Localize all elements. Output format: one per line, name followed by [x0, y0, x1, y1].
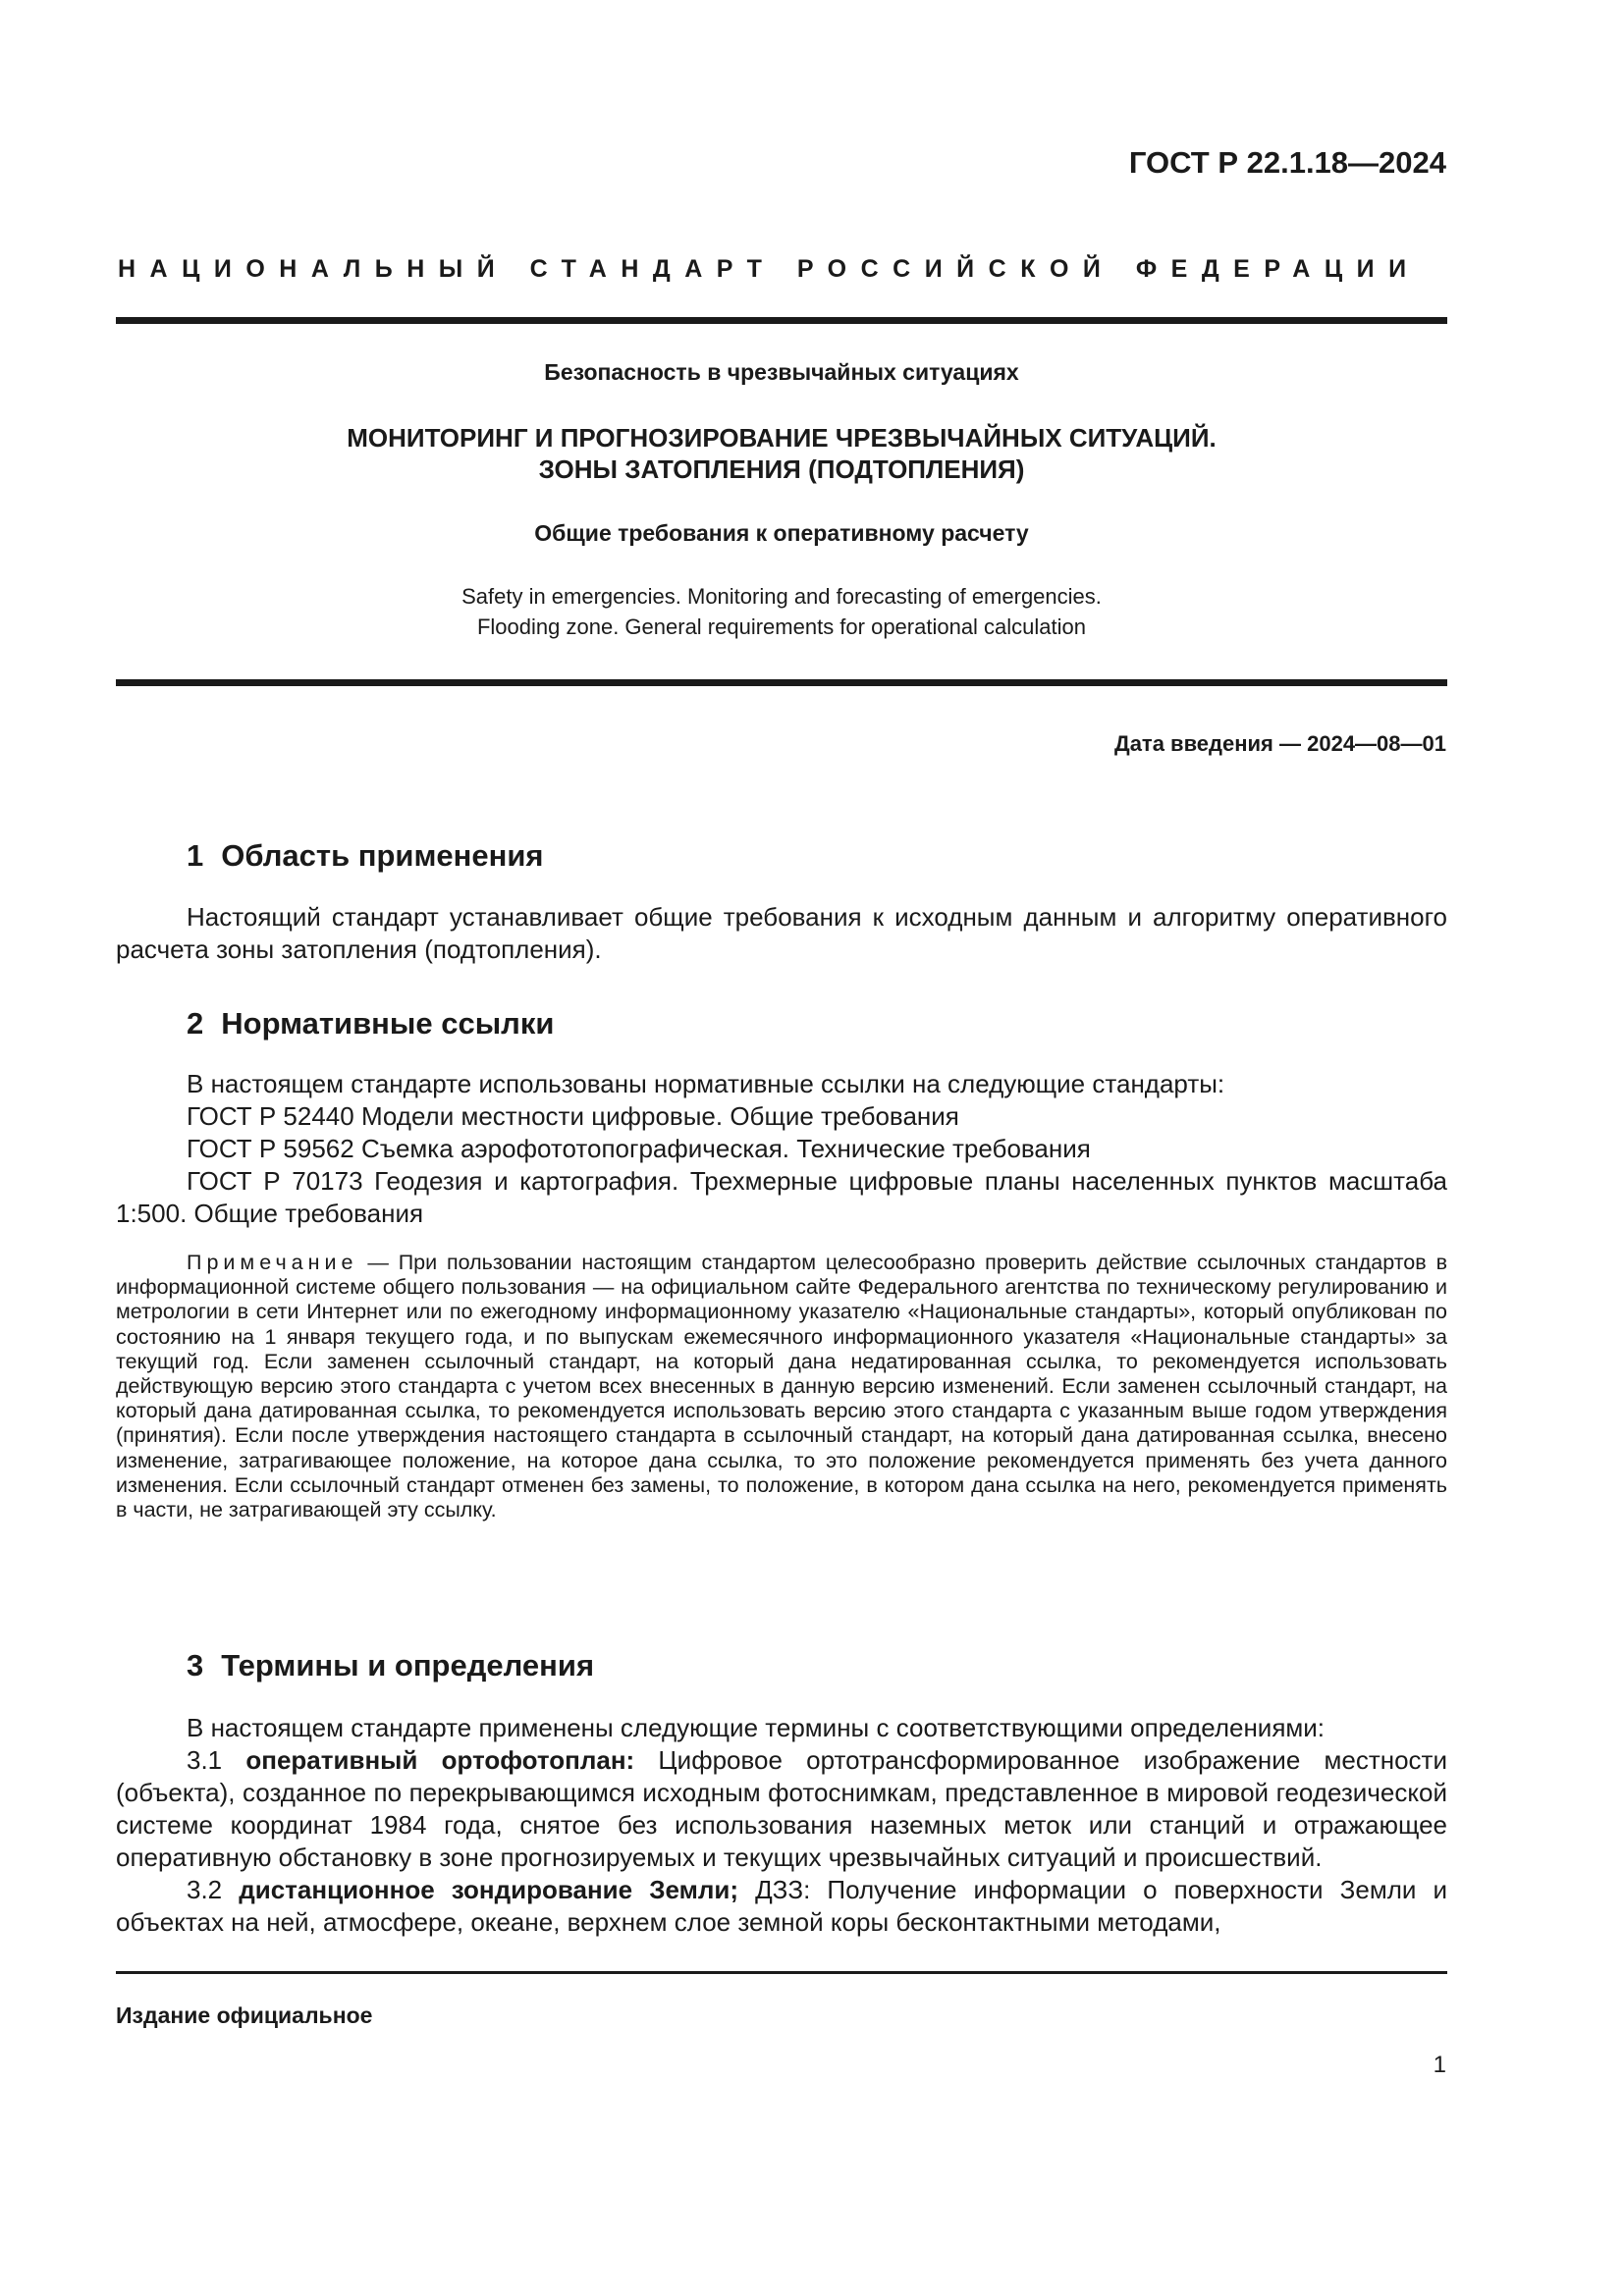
title-bottom-rule: [116, 679, 1447, 686]
section-title: Область применения: [221, 838, 544, 873]
introduction-date: Дата введения — 2024—08—01: [1114, 731, 1446, 756]
section-2-heading: [187, 1006, 554, 1041]
term-number: 3.2: [187, 1875, 223, 1904]
reference-note: [116, 1251, 1447, 1522]
official-edition-label: Издание официальное: [116, 2002, 373, 2028]
term-name: оперативный ортофотоплан:: [245, 1745, 635, 1775]
top-rule: [116, 317, 1447, 324]
reference-item: ГОСТ Р 52440 Модели местности цифровые. Общие требования: [187, 1101, 959, 1131]
term-entry: [116, 1874, 1447, 1939]
section-2-body: [116, 1068, 1447, 1230]
section-title: Нормативные ссылки: [221, 1006, 555, 1041]
section-number: 3: [187, 1648, 204, 1682]
section-1-heading: [187, 838, 544, 874]
reference-item: ГОСТ Р 59562 Съемка аэрофототопографическая. Технические требования: [187, 1134, 1091, 1163]
footer-rule: [116, 1971, 1447, 1974]
term-name: дистанционное зондирование Земли;: [239, 1875, 738, 1904]
section-title: Термины и определения: [221, 1648, 595, 1682]
page-number: 1: [1433, 2052, 1446, 2078]
term-definition: ДЗЗ: Получение информации о поверхности Земли и объектах на ней, атмосфере, океане, верхнем слое земной коры бесконтактными методами,: [116, 1875, 1447, 1937]
document-title: [116, 422, 1447, 485]
title-line-2: ЗОНЫ ЗАТОПЛЕНИЯ (ПОДТОПЛЕНИЯ): [538, 454, 1025, 484]
english-title-line-2: Flooding zone. General requirements for operational calculation: [476, 614, 1087, 639]
title-line-1: МОНИТОРИНГ И ПРОГНОЗИРОВАНИЕ ЧРЕЗВЫЧАЙНЫХ СИТУАЦИЙ.: [347, 423, 1217, 453]
section-3-heading: [187, 1648, 594, 1683]
term-number: 3.1: [187, 1745, 223, 1775]
note-text: — При пользовании настоящим стандартом целесообразно проверить действие ссылочных стандартов в информационной системе общего пользования — на официальном сайте Федерального агентства по техническому регулированию и метрологии в сети Интернет или по ежегодному информационному указателю «Национальные стандарты», который опубликован по состоянию на 1 января текущего года, и по выпускам ежемесячного информационного указателя «Национальные стандарты» за текущий год. Если заменен ссылочный стандарт, на который дана недатированная ссылка, то рекомендуется использовать действующую версию этого стандарта с учетом всех внесенных в данную версию изменений. Если заменен ссылочный стандарт, на который дана датированная ссылка, то рекомендуется использовать версию этого стандарта с указанным выше годом утверждения (принятия). Если после утверждения настоящего стандарта в ссылочный стандарт, на который дана датированная ссылка, внесено изменение, затрагивающее положение, на которое дана ссылка, то это положение рекомендуется применять без учета данного изменения. Если ссылочный стандарт отменен без замены, то положение, в котором дана ссылка на него, рекомендуется применять в части, не затрагивающей эту ссылку.: [116, 1251, 1447, 1522]
paragraph: В настоящем стандарте использованы нормативные ссылки на следующие стандарты:: [187, 1069, 1225, 1098]
english-title-line-1: Safety in emergencies. Monitoring and forecasting of emergencies.: [461, 584, 1102, 609]
document-subtitle: Общие требования к оперативному расчету: [534, 520, 1029, 546]
paragraph: Настоящий стандарт устанавливает общие требования к исходным данным и алгоритму оперативного расчета зоны затопления (подтопления).: [116, 902, 1447, 964]
section-number: 2: [187, 1006, 204, 1041]
term-definition: Цифровое ортотрансформированное изображение местности (объекта), созданное по перекрывающимся исходным фотоснимкам, представленное в мировой геодезической системе координат 1984 года, снятое без использования наземных меток или станций и отражающее оперативную обстановку в зоне прогнозируемых и текущих чрезвычайных ситуаций и происшествий.: [116, 1745, 1447, 1872]
term-entry: [116, 1744, 1447, 1874]
english-title: [116, 581, 1447, 642]
paragraph: В настоящем стандарте применены следующие термины с соответствующими определениями:: [187, 1713, 1326, 1742]
section-3-body: [116, 1712, 1447, 1939]
national-standard-caption: НАЦИОНАЛЬНЫЙ СТАНДАРТ РОССИЙСКОЙ ФЕДЕРАЦИИ: [118, 255, 1421, 283]
section-1-body: [116, 901, 1447, 966]
standard-series: Безопасность в чрезвычайных ситуациях: [544, 359, 1019, 385]
note-label: Примечание: [187, 1251, 358, 1274]
reference-item: ГОСТ Р 70173 Геодезия и картография. Трехмерные цифровые планы населенных пунктов масштаба 1:500. Общие требования: [116, 1166, 1447, 1228]
document-code: ГОСТ Р 22.1.18—2024: [1128, 145, 1446, 180]
section-number: 1: [187, 838, 204, 873]
note-paragraph: [116, 1251, 1447, 1522]
